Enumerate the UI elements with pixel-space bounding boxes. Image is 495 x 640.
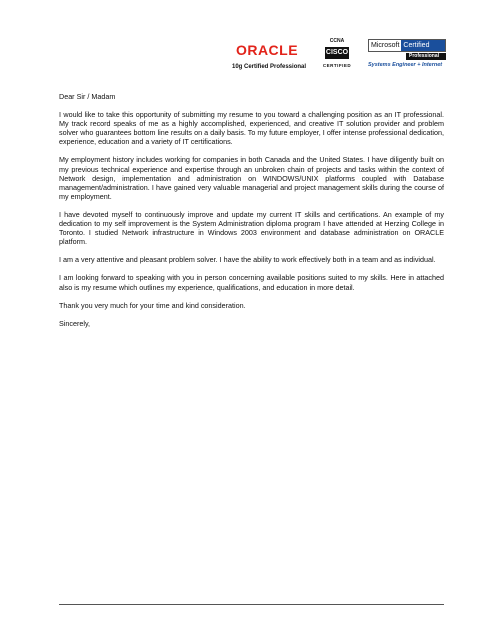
paragraph-intro: I would like to take this opportunity of submitting my resume to you toward a challenging position as an IT professional. My track record speaks of me as a highly accomplished, experienced, and creative IT solution provider and problem solver who guarantees bottom line results on a daily basis. To my future employer, I offer intense professional dedication, experience, education and a variety of IT certifications. [59, 110, 444, 147]
closing: Sincerely, [59, 318, 91, 328]
footer-divider [59, 604, 444, 605]
oracle-caption: 10g Certified Professional [232, 64, 307, 70]
microsoft-badge [368, 39, 446, 52]
paragraph-education: I have devoted myself to continuously improve and update my current IT skills and certifications. An example of my dedication to my self improvement is the System Administration diploma program I have attended at Herzing College in Toronto. I studied Network infrastructure in Windows 2003 environment and database administration on ORACLE platform. [59, 209, 444, 247]
paragraph-thanks: Thank you very much for your time and kind consideration. [59, 300, 246, 310]
salutation: Dear Sir / Madam [59, 92, 116, 101]
cisco-top-text: CCNA [329, 38, 345, 44]
cisco-wordmark: CISCO [325, 47, 349, 59]
oracle-wordmark: ORACLE [235, 42, 299, 58]
paragraph-employment: My employment history includes working for companies in both Canada and the United States. I have diligently built on my previous technical experience and expertise through an unbroken chain of projects and tasks within the context of Network design, implementation and administration on WINDOWS/UNIX platforms coupled with Database management/administration. I have gained very valuable managerial and project management skills during the course of my employment. [59, 155, 444, 201]
microsoft-certified-label: Certified [401, 40, 445, 51]
certification-logos [0, 38, 495, 78]
microsoft-track-label: Systems Engineer + Internet [368, 62, 443, 68]
microsoft-professional-label: Professional [406, 53, 446, 60]
cover-letter [59, 92, 444, 337]
paragraph-follow-up: I am looking forward to speaking with you in person concerning available positions suited to my skills. Here in attached also is my resume which outlines my experience, qualifications, and education in more detail. [59, 273, 444, 292]
oracle-logo [232, 42, 307, 70]
cisco-certified-text: CERTIFIED [322, 63, 352, 68]
microsoft-certified-logo [368, 39, 446, 68]
paragraph-personality: I am a very attentive and pleasant problem solver. I have the ability to work effectively both in a team and as individual. [59, 255, 436, 265]
microsoft-brand: Microsoft [371, 42, 400, 49]
cisco-logo [318, 38, 356, 76]
